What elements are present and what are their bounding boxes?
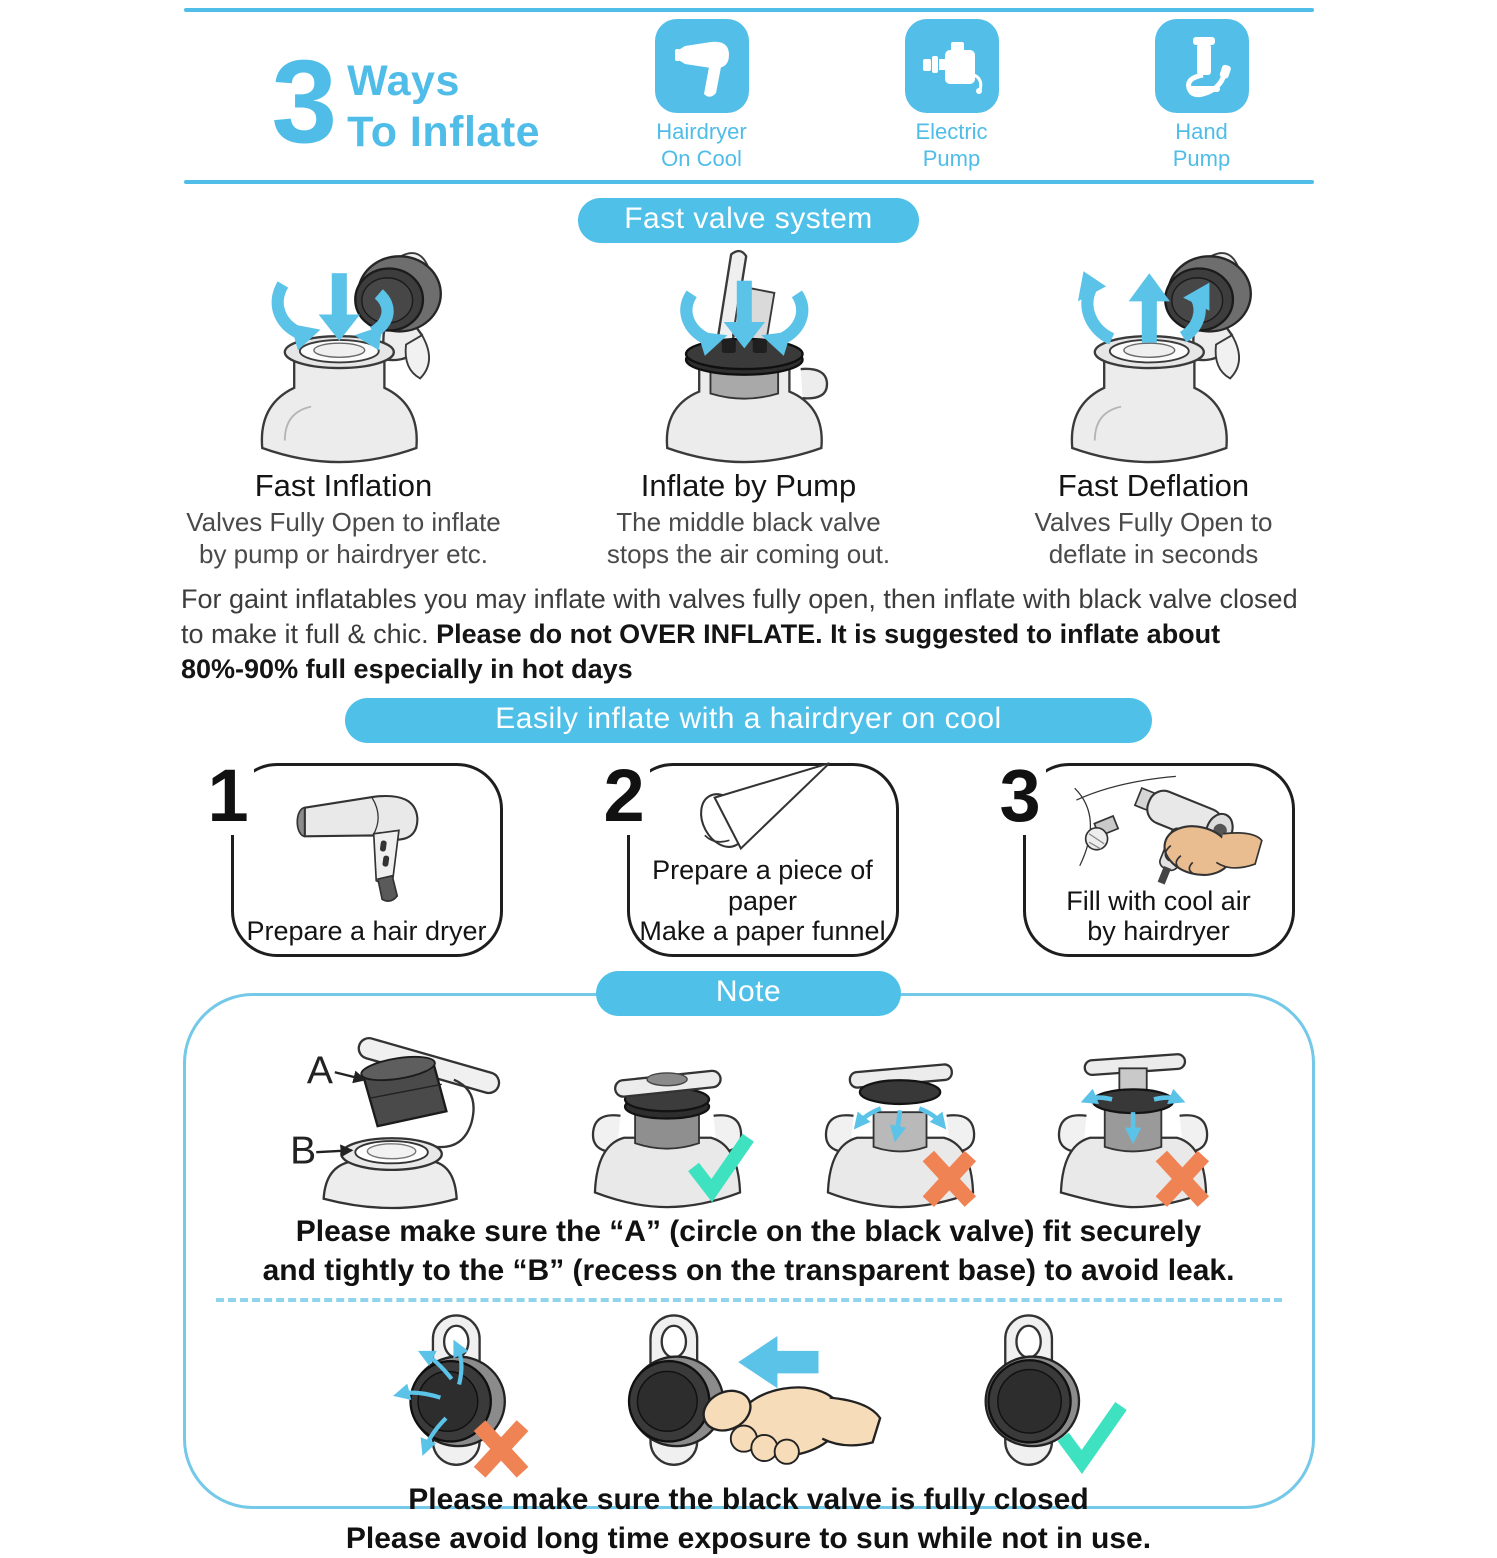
step-caption: by hairdryer (1087, 915, 1230, 946)
dashed-divider (216, 1298, 1282, 1302)
method-label: Pump (1172, 146, 1231, 171)
title-line-2: To Inflate (347, 108, 541, 156)
valve-open-inflate-illustration (228, 245, 460, 463)
note-fit-text-line1: Please make sure the “A” (circle on the black valve) fit securely (295, 1215, 1202, 1249)
title-block (271, 34, 541, 169)
method-electric-pump (886, 19, 1018, 173)
label-b: B (290, 1129, 317, 1173)
step-number: 2 (599, 757, 650, 835)
note-cap-row (200, 1308, 1298, 1476)
inflation-advice-paragraph (181, 582, 1316, 686)
advice-bold: Please do not OVER INFLATE. It is suggested to inflate about 80%-90% full especially in hot days (181, 618, 1221, 684)
valve-pump-illustration (633, 245, 865, 463)
hairdryer-icon (655, 19, 749, 113)
method-label: Electric (915, 119, 988, 145)
method-hairdryer (636, 19, 768, 173)
hairdryer-steps (169, 754, 1329, 957)
hand-push-valve-illustration (596, 1308, 901, 1476)
note-container (183, 993, 1315, 1556)
method-label: Hairdryer (656, 119, 747, 145)
valve-item-desc: by pump or hairdryer etc. (198, 538, 488, 569)
valve-item-desc: deflate in seconds (1048, 538, 1259, 569)
valve-ab-illustration (256, 1022, 542, 1208)
method-label: On Cool (661, 146, 742, 171)
paper-funnel-illustration (653, 755, 873, 855)
fast-valve-row (154, 245, 1344, 570)
advice-regular: For gaint inflatables you may inflate with valves fully open, then inflate with black valve closed to make it full & chic. (181, 584, 1298, 649)
method-label: Hand (1175, 119, 1228, 145)
inflate-methods (636, 19, 1314, 173)
valve-fit-wrong-2-illustration (1026, 1030, 1241, 1208)
note-fit-text-line2: and tightly to the “B” (recess on the transparent base) to avoid leak. (262, 1254, 1235, 1288)
title-line-1: Ways (347, 57, 460, 106)
method-hand-pump (1136, 19, 1268, 173)
method-label: Pump (922, 146, 981, 171)
inflate-by-pump-item (559, 245, 939, 570)
valve-open-deflate-illustration (1038, 245, 1270, 463)
valve-item-desc: stops the air coming out. (606, 538, 891, 569)
instruction-sheet (0, 8, 1497, 1556)
valve-item-desc: Valves Fully Open to inflate (186, 507, 501, 537)
valve-item-title: Fast Inflation (254, 468, 433, 503)
header (184, 12, 1314, 180)
step-number: 1 (203, 757, 254, 835)
step-caption: Make a paper funnel (639, 915, 886, 946)
valve-item-desc: Valves Fully Open to (1034, 507, 1273, 537)
black-valve-open-wrong-illustration (358, 1308, 548, 1476)
hairdryer-banner: Easily inflate with a hairdryer on cool (345, 698, 1151, 743)
big-number: 3 (271, 36, 336, 169)
step-caption: Prepare a hair dryer (246, 915, 487, 946)
note-banner: Note (596, 971, 901, 1016)
label-a: A (306, 1049, 333, 1093)
valve-item-title: Inflate by Pump (640, 468, 857, 503)
fast-deflation-item (964, 245, 1344, 570)
header-bottom-rule (184, 180, 1314, 184)
fill-with-air-illustration (1034, 768, 1284, 886)
electric-pump-icon (905, 19, 999, 113)
step-3 (995, 754, 1295, 957)
hand-pump-icon (1155, 19, 1249, 113)
note-close-text-line2: Please avoid long time exposure to sun while not in use. (345, 1522, 1152, 1556)
step-2 (599, 754, 899, 957)
fast-inflation-item (154, 245, 534, 570)
fast-valve-banner: Fast valve system (578, 198, 919, 243)
step-caption: Prepare a piece of paper (652, 855, 873, 916)
hairdryer-illustration (262, 770, 472, 916)
step-number: 3 (995, 757, 1046, 835)
valve-item-title: Fast Deflation (1057, 468, 1250, 503)
valve-fit-wrong-1-illustration (793, 1030, 1008, 1208)
note-valve-fit-row (200, 1022, 1298, 1208)
valve-fit-correct-illustration (560, 1030, 775, 1208)
step-1 (203, 754, 503, 957)
black-valve-closed-correct-illustration (949, 1308, 1139, 1476)
page-title (347, 56, 540, 157)
note-close-text-line1: Please make sure the black valve is fully closed (408, 1483, 1089, 1517)
valve-item-desc: The middle black valve (616, 507, 881, 537)
step-caption: Fill with cool air (1066, 885, 1251, 916)
